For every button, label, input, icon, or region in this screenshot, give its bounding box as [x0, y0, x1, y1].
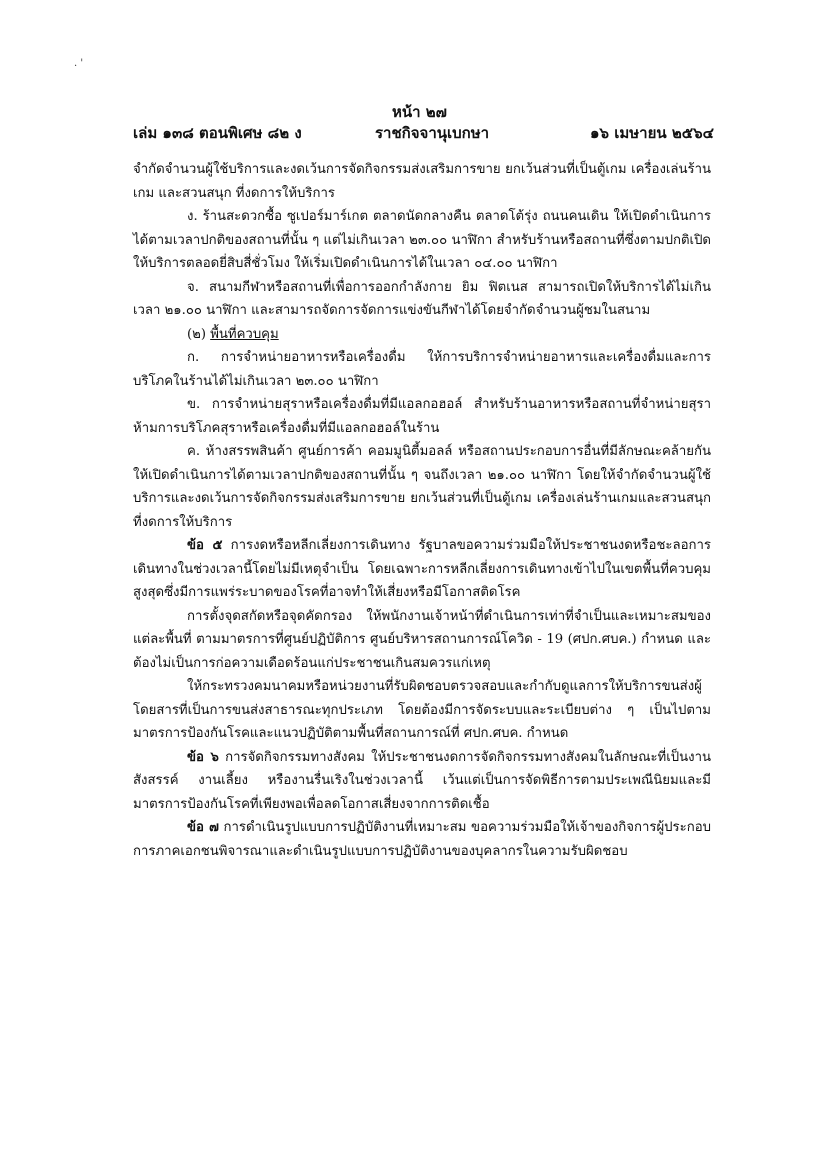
paragraph-item-ng: ง. ร้านสะดวกซื้อ ซูเปอร์มาร์เกต ตลาดนัดกลางคืน ตลาดโต้รุ่ง ถนนคนเดิน ให้เปิดดำเนินการได้ตามเวลาปกติของสถานที่นั้น ๆ แต่ไม่เกินเวลา ๒๓.๐๐ นาฬิกา สำหรับร้านหรือสถานที่ซึ่งตามปกติเปิดให้บริการตลอดยี่สิบสี่ชั่วโมง ให้เริ่มเปิดดำเนินการได้ในเวลา ๐๔.๐๐ นาฬิกา: [133, 209, 711, 271]
section-heading-controlled-area: [133, 323, 711, 347]
clause-5-text: การงดหรือหลีกเลี่ยงการเดินทาง รัฐบาลขอความร่วมมือให้ประชาชนงดหรือชะลอการเดินทางในช่วงเวลานี้โดยไม่มีเหตุจำเป็น โดยเฉพาะการหลีกเลี่ยงการเดินทางเข้าไปในเขตพื้นที่ควบคุมสูงสุดซึ่งมีการแพร่ระบาดของโรคที่อาจทำให้เสี่ยงหรือมีโอกาสติดโรค: [133, 538, 711, 600]
section-title: พื้นที่ควบคุม: [210, 326, 279, 342]
section-number: (๒): [187, 326, 206, 342]
paragraph-item-kho-khwai: ค. ห้างสรรพสินค้า ศูนย์การค้า คอมมูนิตี้มอลล์ หรือสถานประกอบการอื่นที่มีลักษณะคล้ายกัน ให้เปิดดำเนินการได้ตามเวลาปกติของสถานที่นั้น ๆ จนถึงเวลา ๒๑.๐๐ นาฬิกา โดยให้จำกัดจำนวนผู้ใช้บริการและงดเว้นการจัดกิจกรรมส่งเสริมการขาย ยกเว้นส่วนที่เป็นตู้เกม เครื่องเล่นร้านเกมและสวนสนุก ที่งดการให้บริการ: [133, 444, 711, 530]
document-body: [133, 158, 711, 863]
clause-5-label: ข้อ ๕: [187, 538, 223, 553]
clause-5: [133, 534, 711, 605]
paragraph-transport: ให้กระทรวงคมนาคมหรือหน่วยงานที่รับผิดชอบตรวจสอบและกำกับดูแลการให้บริการขนส่งผู้โดยสารที่เป็นการขนส่งสาธารณะทุกประเภท โดยต้องมีการจัดระบบและระเบียบต่าง ๆ เป็นไปตามมาตรการป้องกันโรคและแนวปฏิบัติตามพื้นที่สถานการณ์ที่ ศปก.ศบค. กำหนด: [133, 679, 711, 741]
clause-7-label: ข้อ ๗: [187, 820, 219, 835]
scan-specks: . ': [74, 58, 84, 69]
clause-6-text: การจัดกิจกรรมทางสังคม ให้ประชาชนงดการจัดกิจกรรมทางสังคมในลักษณะที่เป็นงานสังสรรค์ งานเลี้ยง หรืองานรื่นเริงในช่วงเวลานี้ เว้นแต่เป็นการจัดพิธีการตามประเพณีนิยมและมีมาตรการป้องกันโรคที่เพียงพอเพื่อลดโอกาสเสี่ยงจากการติดเชื้อ: [133, 749, 711, 812]
volume-info: เล่ม ๑๓๘ ตอนพิเศษ ๘๒ ง: [133, 124, 302, 142]
paragraph-continuation: จำกัดจำนวนผู้ใช้บริการและงดเว้นการจัดกิจกรรมส่งเสริมการขาย ยกเว้นส่วนที่เป็นตู้เกม เครื่องเล่นร้านเกม และสวนสนุก ที่งดการให้บริการ: [133, 162, 711, 201]
paragraph-item-jo: จ. สนามกีฬาหรือสถานที่เพื่อการออกกำลังกาย ยิม ฟิตเนส สามารถเปิดให้บริการได้ไม่เกินเวลา ๒๑.๐๐ นาฬิกา และสามารถจัดการจัดการแข่งขันกีฬาได้โดยจำกัดจำนวนผู้ชมในสนาม: [133, 279, 711, 318]
clause-7-text: การดำเนินรูปแบบการปฏิบัติงานที่เหมาะสม ขอความร่วมมือให้เจ้าของกิจการผู้ประกอบการภาคเอกชนพิจารณาและดำเนินรูปแบบการปฏิบัติงานของบุคลากรในความรับผิดชอบ: [133, 820, 711, 859]
publication-date: ๑๖ เมษายน ๒๕๖๔: [590, 124, 714, 142]
clause-7: [133, 816, 711, 863]
clause-6-label: ข้อ ๖: [187, 749, 219, 765]
paragraph-item-ko: ก. การจำหน่ายอาหารหรือเครื่องดื่ม ให้การบริการจำหน่ายอาหารและเครื่องดื่มและการบริโภคในร้านได้ไม่เกินเวลา ๒๓.๐๐ นาฬิกา: [133, 350, 711, 389]
clause-6: [133, 746, 711, 817]
page-number: หน้า ๒๗: [392, 103, 447, 121]
paragraph-checkpoints: การตั้งจุดสกัดหรือจุดคัดกรอง ให้พนักงานเจ้าหน้าที่ดำเนินการเท่าที่จำเป็นและเหมาะสมของแต่ละพื้นที่ ตามมาตรการที่ศูนย์ปฏิบัติการ ศูนย์บริหารสถานการณ์โควิด - 19 (ศปก.ศบค.) กำหนด และต้องไม่เป็นการก่อความเดือดร้อนแก่ประชาชนเกินสมควรแก่เหตุ: [133, 608, 711, 671]
publication-name: ราชกิจจานุเบกษา: [375, 124, 490, 142]
paragraph-item-kho: ข. การจำหน่ายสุราหรือเครื่องดื่มที่มีแอลกอฮอล์ สำหรับร้านอาหารหรือสถานที่จำหน่ายสุราห้ามการบริโภคสุราหรือเครื่องดื่มที่มีแอลกอฮอล์ในร้าน: [133, 397, 711, 436]
